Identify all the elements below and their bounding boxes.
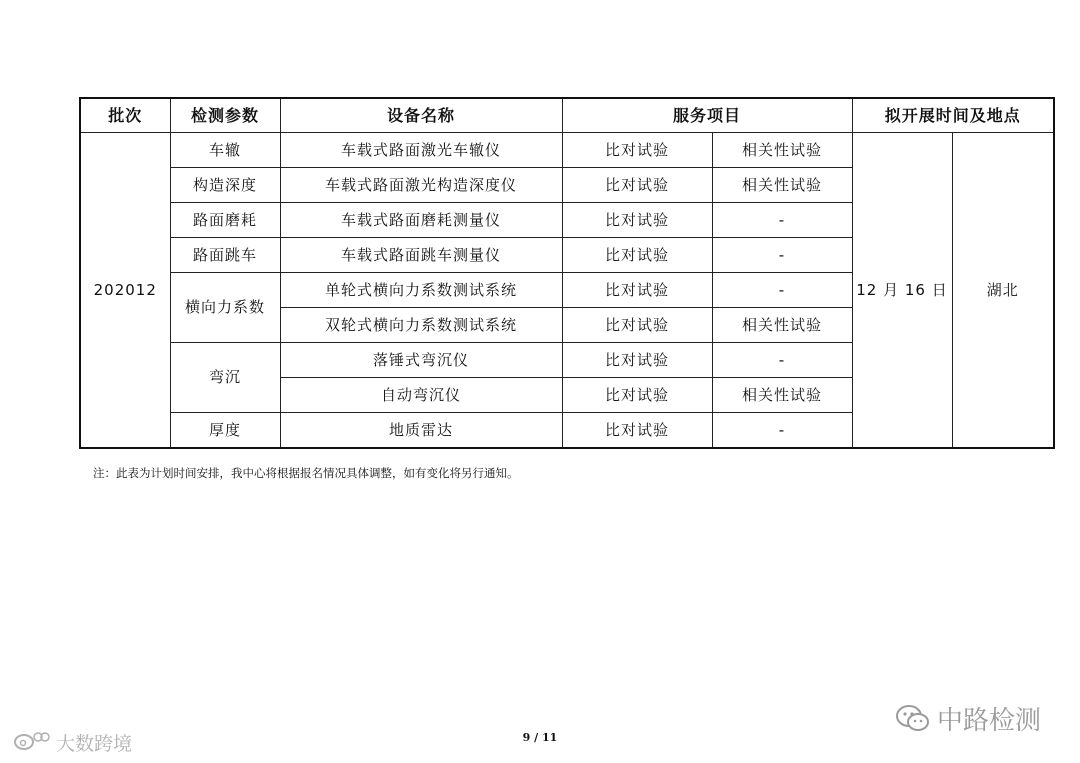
device-cell: 单轮式横向力系数测试系统	[280, 273, 562, 308]
watermark-right	[895, 700, 1041, 737]
service-cell: 比对试验	[562, 413, 712, 449]
service-cell: -	[712, 273, 852, 308]
device-cell: 车载式路面磨耗测量仪	[280, 203, 562, 238]
header-service: 服务项目	[562, 98, 852, 133]
service-cell: 比对试验	[562, 343, 712, 378]
service-cell: 比对试验	[562, 273, 712, 308]
batch-cell: 202012	[80, 133, 170, 449]
service-cell: 比对试验	[562, 168, 712, 203]
device-cell: 落锤式弯沉仪	[280, 343, 562, 378]
service-cell: 比对试验	[562, 133, 712, 168]
service-cell: -	[712, 343, 852, 378]
param-cell: 构造深度	[170, 168, 280, 203]
schedule-table	[79, 97, 1055, 449]
service-cell: 相关性试验	[712, 378, 852, 413]
param-cell: 横向力系数	[170, 273, 280, 343]
header-time-place: 拟开展时间及地点	[852, 98, 1054, 133]
service-cell: -	[712, 413, 852, 449]
table-row	[80, 133, 1054, 168]
table-header-row	[80, 98, 1054, 133]
watermark-left-text: 大数跨境	[56, 733, 133, 755]
service-cell: 比对试验	[562, 308, 712, 343]
service-cell: 相关性试验	[712, 308, 852, 343]
table-note: 注：此表为计划时间安排，我中心将根据报名情况具体调整，如有变化将另行通知。	[93, 466, 519, 480]
param-cell: 车辙	[170, 133, 280, 168]
watermark-right-text: 中路检测	[937, 706, 1042, 736]
device-cell: 车载式路面激光构造深度仪	[280, 168, 562, 203]
param-cell: 弯沉	[170, 343, 280, 413]
watermark-left	[12, 729, 132, 756]
header-batch: 批次	[80, 98, 170, 133]
page-number: 9 / 11	[522, 731, 558, 744]
param-cell: 厚度	[170, 413, 280, 449]
device-cell: 双轮式横向力系数测试系统	[280, 308, 562, 343]
service-cell: -	[712, 203, 852, 238]
header-device: 设备名称	[280, 98, 562, 133]
service-cell: 相关性试验	[712, 133, 852, 168]
device-cell: 车载式路面跳车测量仪	[280, 238, 562, 273]
place-cell: 湖北	[952, 133, 1054, 449]
service-cell: 比对试验	[562, 238, 712, 273]
service-cell: 相关性试验	[712, 168, 852, 203]
service-cell: 比对试验	[562, 378, 712, 413]
param-cell: 路面磨耗	[170, 203, 280, 238]
date-cell: 12 月 16 日	[852, 133, 952, 449]
device-cell: 车载式路面激光车辙仪	[280, 133, 562, 168]
param-cell: 路面跳车	[170, 238, 280, 273]
wechat-icon	[895, 704, 931, 734]
service-cell: -	[712, 238, 852, 273]
device-cell: 地质雷达	[280, 413, 562, 449]
header-param: 检测参数	[170, 98, 280, 133]
device-cell: 自动弯沉仪	[280, 378, 562, 413]
weibo-icon	[12, 729, 50, 756]
service-cell: 比对试验	[562, 203, 712, 238]
